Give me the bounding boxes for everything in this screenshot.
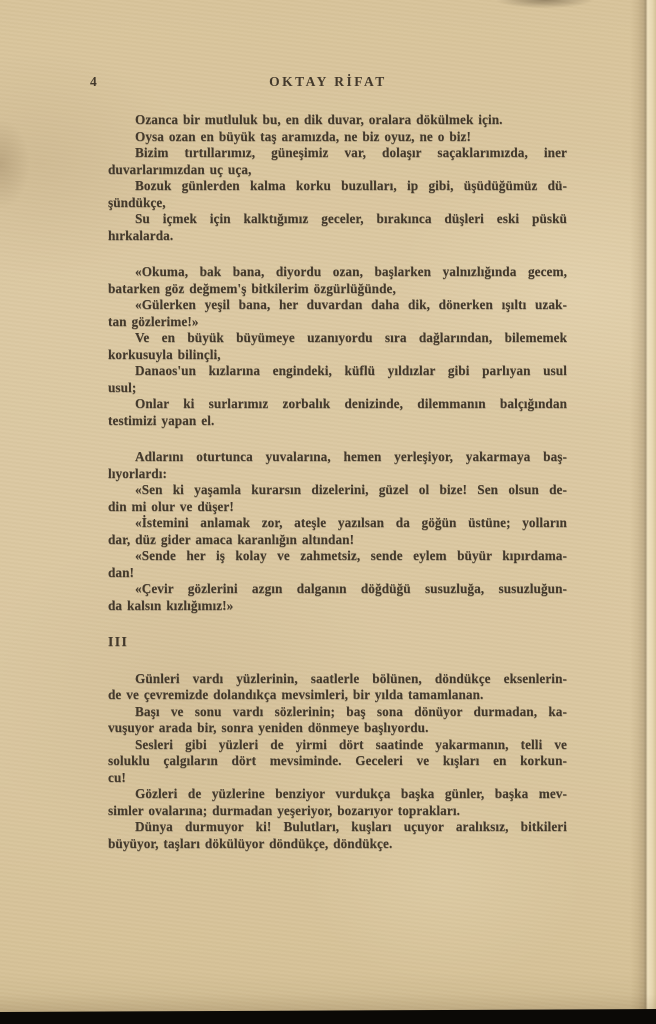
text-line: Danaos'un kızlarına engindeki, küflü yıldızlar gibi parlıyan usul [135, 363, 567, 378]
text-line: büyüyor, taşları dökülüyor döndükçe, döndükçe. [108, 835, 393, 851]
section-heading: III [108, 634, 129, 649]
text-line: Ozanca bir mutluluk bu, en dik duvar, oralara dökülmek için. [135, 112, 503, 127]
text-line: Adlarını oturtunca yuvalarına, hemen yerleşiyor, yakarmaya baş- [135, 449, 567, 464]
scanner-bed-strip [0, 1006, 656, 1024]
text-line: Oysa ozan en büyük taş aramızda, ne biz oyuz, ne o biz! [135, 128, 471, 144]
text-line: de ve çevremizde dolandıkça mevsimleri, bir yılda tamamlanan. [108, 687, 484, 702]
text-line: Bozuk günlerden kalma korku buzulları, ip gibi, üşüdüğümüz dü- [135, 178, 567, 193]
text-block-container [108, 112, 567, 872]
running-head: OKTAY RİFAT [269, 74, 387, 89]
text-line: Su içmek için kalktığımız geceler, bırakınca düşleri eski püskü [135, 211, 567, 226]
text-line: «Sen ki yaşamla kurarsın dizelerini, güzel ol bize! Sen olsun de- [135, 482, 567, 497]
text-line: Onlar ki surlarımız zorbalık denizinde, dilemmanın balçığından [135, 396, 567, 411]
text-line: tan gözlerime!» [108, 313, 199, 329]
text-line: şündükçe, [108, 194, 166, 210]
text-line: cu! [108, 769, 126, 785]
text-line: Başı ve sonu vardı sözlerinin; baş sona dönüyor durmadan, ka- [135, 703, 567, 719]
text-line: «İstemini anlamak zor, ateşle yazılsan da göğün üstüne; yolların [135, 515, 567, 530]
paragraph-block [108, 671, 567, 853]
text-line: «Gülerken yeşil bana, her duvardan daha dik, dönerken ışıltı uzak- [135, 297, 567, 312]
text-line: Ve en büyük büyümeye uzanıyordu sıra dağlarından, bilememek [135, 330, 567, 345]
text-line: Gözleri de yüzlerine benziyor vurdukça başka günler, başka mev- [135, 786, 567, 801]
paragraph-block [108, 112, 567, 244]
page-number: 4 [90, 74, 97, 89]
text-line: dan! [108, 564, 135, 580]
text-line: Bizim tırtıllarımız, güneşimiz var, dolaşır saçaklarımızda, iner [135, 145, 567, 160]
text-line: din mi olur ve düşer! [108, 498, 234, 514]
page-edge-crease [630, 0, 656, 1024]
paragraph-block [108, 449, 567, 614]
text-line: hırkalarda. [108, 227, 174, 243]
text-line: korkusuyla bilinçli, [108, 346, 221, 362]
text-line: «Sende her iş kolay ve zahmetsiz, sende eylem büyür kıpırdama- [135, 548, 567, 563]
text-line: usul; [108, 379, 137, 395]
page-header [0, 74, 656, 92]
text-line: Sesleri gibi yüzleri de yirmi dört saatinde yakarmanın, telli ve [135, 736, 567, 752]
text-line: simler ovalarına; durmadan yeşeriyor, bozarıyor toprakları. [108, 802, 460, 818]
text-line: soluklu çalgıların dört mevsiminde. Geceleri ve kışları en korkun- [108, 753, 567, 768]
text-line: da kalsın kızlığımız!» [108, 597, 234, 613]
text-line: batarken göz değmem'ş bitkilerim özgürlüğünde, [108, 280, 396, 296]
text-line: Günleri vardı yüzlerinin, saatlerle bölünen, döndükçe eksenlerin- [135, 670, 567, 686]
text-line: duvarlarımızdan uç uça, [108, 161, 252, 177]
text-line: «Çevir gözlerini azgın dalganın döğdüğü susuzluğa, susuzluğun- [135, 581, 567, 596]
text-line: Dünya durmuyor ki! Bulutları, kuşları uçuyor aralıksız, bitkileri [135, 819, 567, 834]
text-line: vuşuyor arada bir, sonra yeniden dönmeye başlıyordu. [108, 720, 429, 735]
text-line: lıyorlardı: [108, 465, 167, 481]
text-line: dar, düz gider amaca karanlığın altından! [108, 531, 355, 547]
text-line: «Okuma, bak bana, diyordu ozan, başlarken yalnızlığında gecem, [135, 264, 567, 279]
text-line: testimizi yapan el. [108, 412, 215, 428]
paragraph-block [108, 264, 567, 429]
